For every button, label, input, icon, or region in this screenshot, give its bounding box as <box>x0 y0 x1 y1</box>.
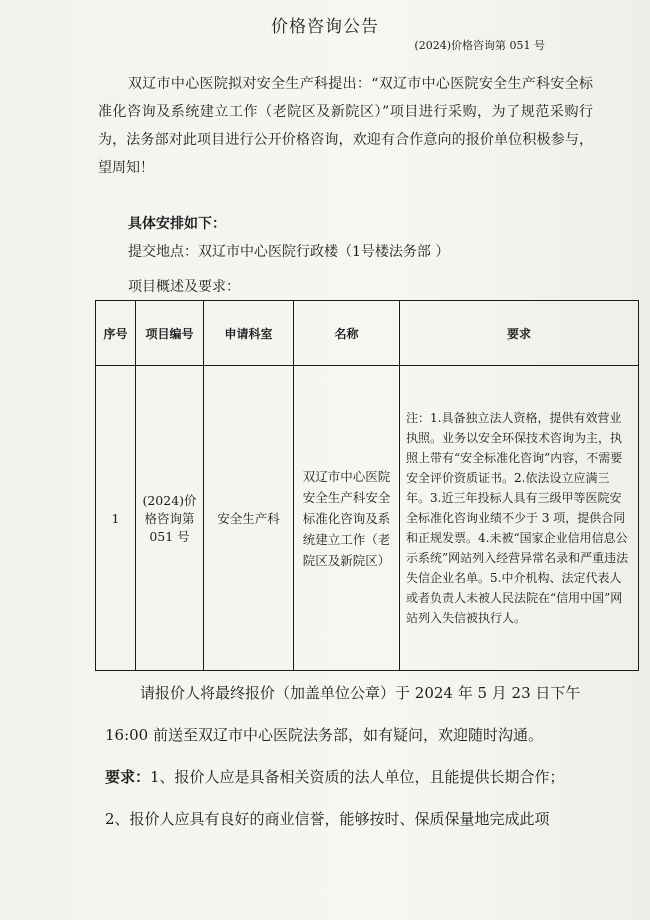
document-number: (2024)价格咨询第 051 号 <box>414 39 545 52</box>
header-name: 名称 <box>294 301 400 366</box>
cell-code: (2024)价格咨询第 051 号 <box>136 366 204 671</box>
cell-name: 双辽市中心医院安全生产科安全标准化咨询及系统建立工作（老院区及新院区） <box>294 366 400 671</box>
project-table <box>95 300 639 671</box>
cell-dept: 安全生产科 <box>204 366 294 671</box>
header-requirements: 要求 <box>400 301 639 366</box>
requirement-item-1: 1、报价人应是具备相关资质的法人单位，且能提供长期合作； <box>150 768 565 786</box>
requirements-line-1 <box>105 766 565 787</box>
document-title: 价格咨询公告 <box>271 17 379 37</box>
arrangement-heading: 具体安排如下： <box>128 216 226 232</box>
submission-location: 提交地点：双辽市中心医院行政楼（1号楼法务部 ） <box>128 244 450 260</box>
header-no: 序号 <box>96 301 136 366</box>
cell-requirements: 注：1.具备独立法人资格，提供有效营业执照。业务以安全环保技术咨询为主，执照上带有“安全标准化咨询”内容，不需要安全评价资质证书。2.依法设立应满三年。3.近三年投标人具有三级甲等医院安全标准化咨询业绩不少于 3 项，提供合同和正规发票。4.未被“国家企业信用信息公示系统”网站列入经营异常名录和严重违法失信企业名单。5.中介机构、法定代表人或者负责人未被人民法院在“信用中国”网站列入失信被执行人。 <box>400 366 639 671</box>
intro-paragraph: 双辽市中心医院拟对安全生产科提出：“双辽市中心医院安全生产科安全标准化咨询及系统建立工作（老院区及新院区）”项目进行采购，为了规范采购行为，法务部对此项目进行公开价格咨询，欢迎有合作意向的报价单位积极参与，望周知！ <box>98 76 593 176</box>
requirements-label: 要求： <box>105 768 151 786</box>
table-row <box>96 366 639 671</box>
deadline-line-2: 16:00 前送至双辽市中心医院法务部，如有疑问，欢迎随时沟通。 <box>105 726 543 744</box>
deadline-line-1: 请报价人将最终报价（加盖单位公章）于 2024 年 5 月 23 日下午 <box>140 684 581 702</box>
overview-heading: 项目概述及要求： <box>128 279 240 295</box>
requirement-item-2: 2、报价人应具有良好的商业信誉，能够按时、保质保量地完成此项 <box>105 810 550 828</box>
cell-no: 1 <box>96 366 136 671</box>
header-code: 项目编号 <box>136 301 204 366</box>
table-header-row <box>96 301 639 366</box>
header-dept: 申请科室 <box>204 301 294 366</box>
